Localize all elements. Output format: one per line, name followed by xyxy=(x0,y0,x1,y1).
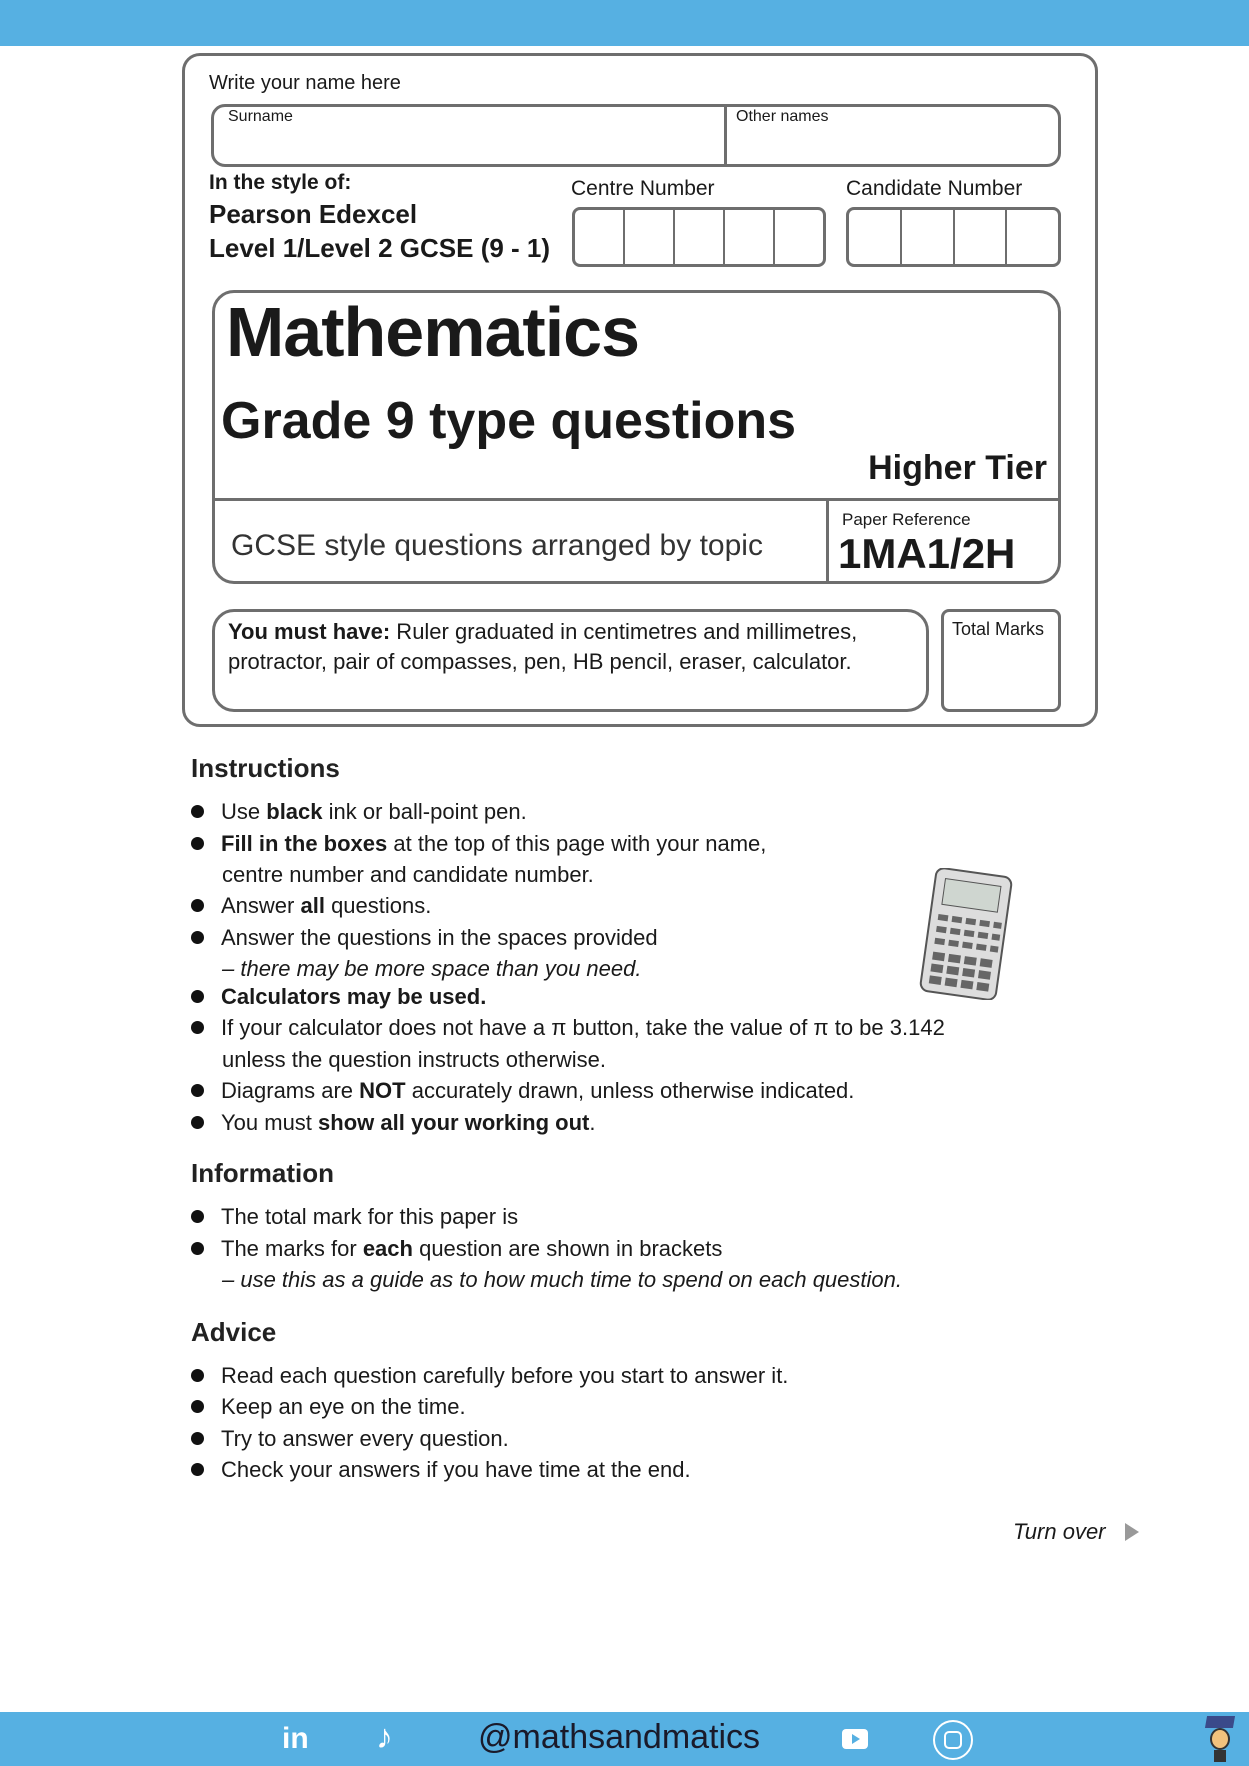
list-item xyxy=(191,1077,854,1105)
equipment-bold: You must have: xyxy=(228,619,391,644)
instructions-heading: Instructions xyxy=(191,753,340,783)
candidate-number-label: Candidate Number xyxy=(846,177,1023,200)
centre-number-label: Centre Number xyxy=(571,177,715,200)
item-text-c: questions. xyxy=(324,893,432,918)
bullet-icon xyxy=(191,1400,204,1413)
list-item xyxy=(191,983,486,1011)
list-item xyxy=(191,1456,691,1484)
footer-handle[interactable]: @mathsandmatics xyxy=(478,1718,761,1756)
list-item xyxy=(191,1393,466,1421)
list-item-continuation: – there may be more space than you need. xyxy=(222,956,642,981)
item-text-bold: each xyxy=(362,1236,413,1261)
bullet-icon xyxy=(191,805,204,818)
item-text: Keep an eye on the time. xyxy=(221,1394,466,1419)
item-text-c: . xyxy=(589,1110,596,1135)
name-box xyxy=(211,104,1061,167)
item-text-bold: NOT xyxy=(359,1078,406,1103)
item-text: Check your answers if you have time at the end. xyxy=(221,1457,691,1482)
bullet-icon xyxy=(191,1242,204,1255)
paper-description: GCSE style questions arranged by topic xyxy=(231,529,763,562)
list-item xyxy=(191,798,527,826)
other-names-field[interactable]: Other names xyxy=(736,108,829,125)
total-marks-label: Total Marks xyxy=(952,619,1045,639)
bullet-icon xyxy=(191,1369,204,1382)
item-text-a: Answer xyxy=(221,893,301,918)
list-item xyxy=(191,1014,945,1042)
centre-number-input[interactable] xyxy=(572,207,826,267)
item-text-a: Diagrams are xyxy=(221,1078,360,1103)
item-text-c: at the top of this page with your name, xyxy=(387,831,767,856)
paper-reference-label: Paper Reference xyxy=(842,510,971,529)
list-item xyxy=(191,1203,518,1231)
bullet-icon xyxy=(191,1432,204,1445)
list-item xyxy=(191,892,431,920)
bullet-icon xyxy=(191,1084,204,1097)
list-item xyxy=(191,924,658,952)
paper-subtitle: Grade 9 type questions xyxy=(221,392,797,450)
linkedin-icon[interactable]: in xyxy=(282,1722,309,1755)
item-text: Read each question carefully before you start to answer it. xyxy=(221,1363,789,1388)
surname-field[interactable]: Surname xyxy=(228,108,293,125)
equipment-text xyxy=(228,617,857,677)
list-item xyxy=(191,1109,596,1137)
tier-label: Higher Tier xyxy=(868,449,1047,487)
exam-board: Pearson Edexcel xyxy=(209,199,418,229)
bullet-icon xyxy=(191,1463,204,1476)
item-text-a: Use xyxy=(221,799,267,824)
tiktok-icon[interactable]: ♪ xyxy=(376,1718,393,1756)
list-item-continuation: unless the question instructs otherwise. xyxy=(222,1047,606,1072)
item-text-a: The marks for xyxy=(221,1236,363,1261)
youtube-icon[interactable] xyxy=(842,1729,868,1749)
item-text-a: You must xyxy=(221,1110,319,1135)
write-name-label: Write your name here xyxy=(209,72,401,94)
equipment-line1: Ruler graduated in centimetres and millimetres, xyxy=(390,619,858,644)
instagram-icon[interactable] xyxy=(933,1720,973,1760)
advice-heading: Advice xyxy=(191,1317,277,1347)
mascot-logo-icon xyxy=(1202,1716,1238,1762)
style-of-label: In the style of: xyxy=(209,171,352,194)
qualification-level: Level 1/Level 2 GCSE (9 - 1) xyxy=(209,233,551,263)
ref-divider xyxy=(826,500,829,582)
item-text-a: Answer the questions in the spaces provided xyxy=(221,925,658,950)
bullet-icon xyxy=(191,1021,204,1034)
item-text-bold: show all your working out xyxy=(318,1110,590,1135)
list-item-continuation: centre number and candidate number. xyxy=(222,862,594,887)
item-text-a: The total mark for this paper is xyxy=(221,1204,519,1229)
item-text-bold: Fill in the boxes xyxy=(221,831,388,856)
item-text-bold: black xyxy=(266,799,323,824)
item-text-bold: Calculators may be used. xyxy=(221,984,487,1009)
top-bar xyxy=(0,0,1249,46)
list-item-continuation: – use this as a guide as to how much time to spend on each question. xyxy=(222,1267,902,1292)
bullet-icon xyxy=(191,931,204,944)
calculator-icon xyxy=(918,868,1014,1000)
information-heading: Information xyxy=(191,1158,334,1188)
item-text-c: accurately drawn, unless otherwise indicated. xyxy=(405,1078,855,1103)
list-item xyxy=(191,1362,788,1390)
paper-reference: 1MA1/2H xyxy=(838,530,1016,577)
bullet-icon xyxy=(191,1210,204,1223)
bullet-icon xyxy=(191,990,204,1003)
bullet-icon xyxy=(191,837,204,850)
item-text-bold: all xyxy=(300,893,325,918)
turn-over-label: Turn over xyxy=(1013,1519,1106,1544)
list-item xyxy=(191,830,766,858)
equipment-line2: protractor, pair of compasses, pen, HB pencil, eraser, calculator. xyxy=(228,649,852,674)
item-text-a: If your calculator does not have a π button, take the value of π to be 3.142 xyxy=(221,1015,945,1040)
subject-title: Mathematics xyxy=(226,293,640,371)
candidate-number-input[interactable] xyxy=(846,207,1061,267)
item-text-c: question are shown in brackets xyxy=(412,1236,723,1261)
item-text-c: ink or ball-point pen. xyxy=(322,799,527,824)
title-divider xyxy=(213,498,1060,501)
list-item xyxy=(191,1235,722,1263)
bullet-icon xyxy=(191,899,204,912)
turn-over-arrow-icon xyxy=(1125,1523,1139,1541)
name-divider xyxy=(724,105,727,166)
item-text: Try to answer every question. xyxy=(221,1426,509,1451)
list-item xyxy=(191,1425,509,1453)
bullet-icon xyxy=(191,1116,204,1129)
